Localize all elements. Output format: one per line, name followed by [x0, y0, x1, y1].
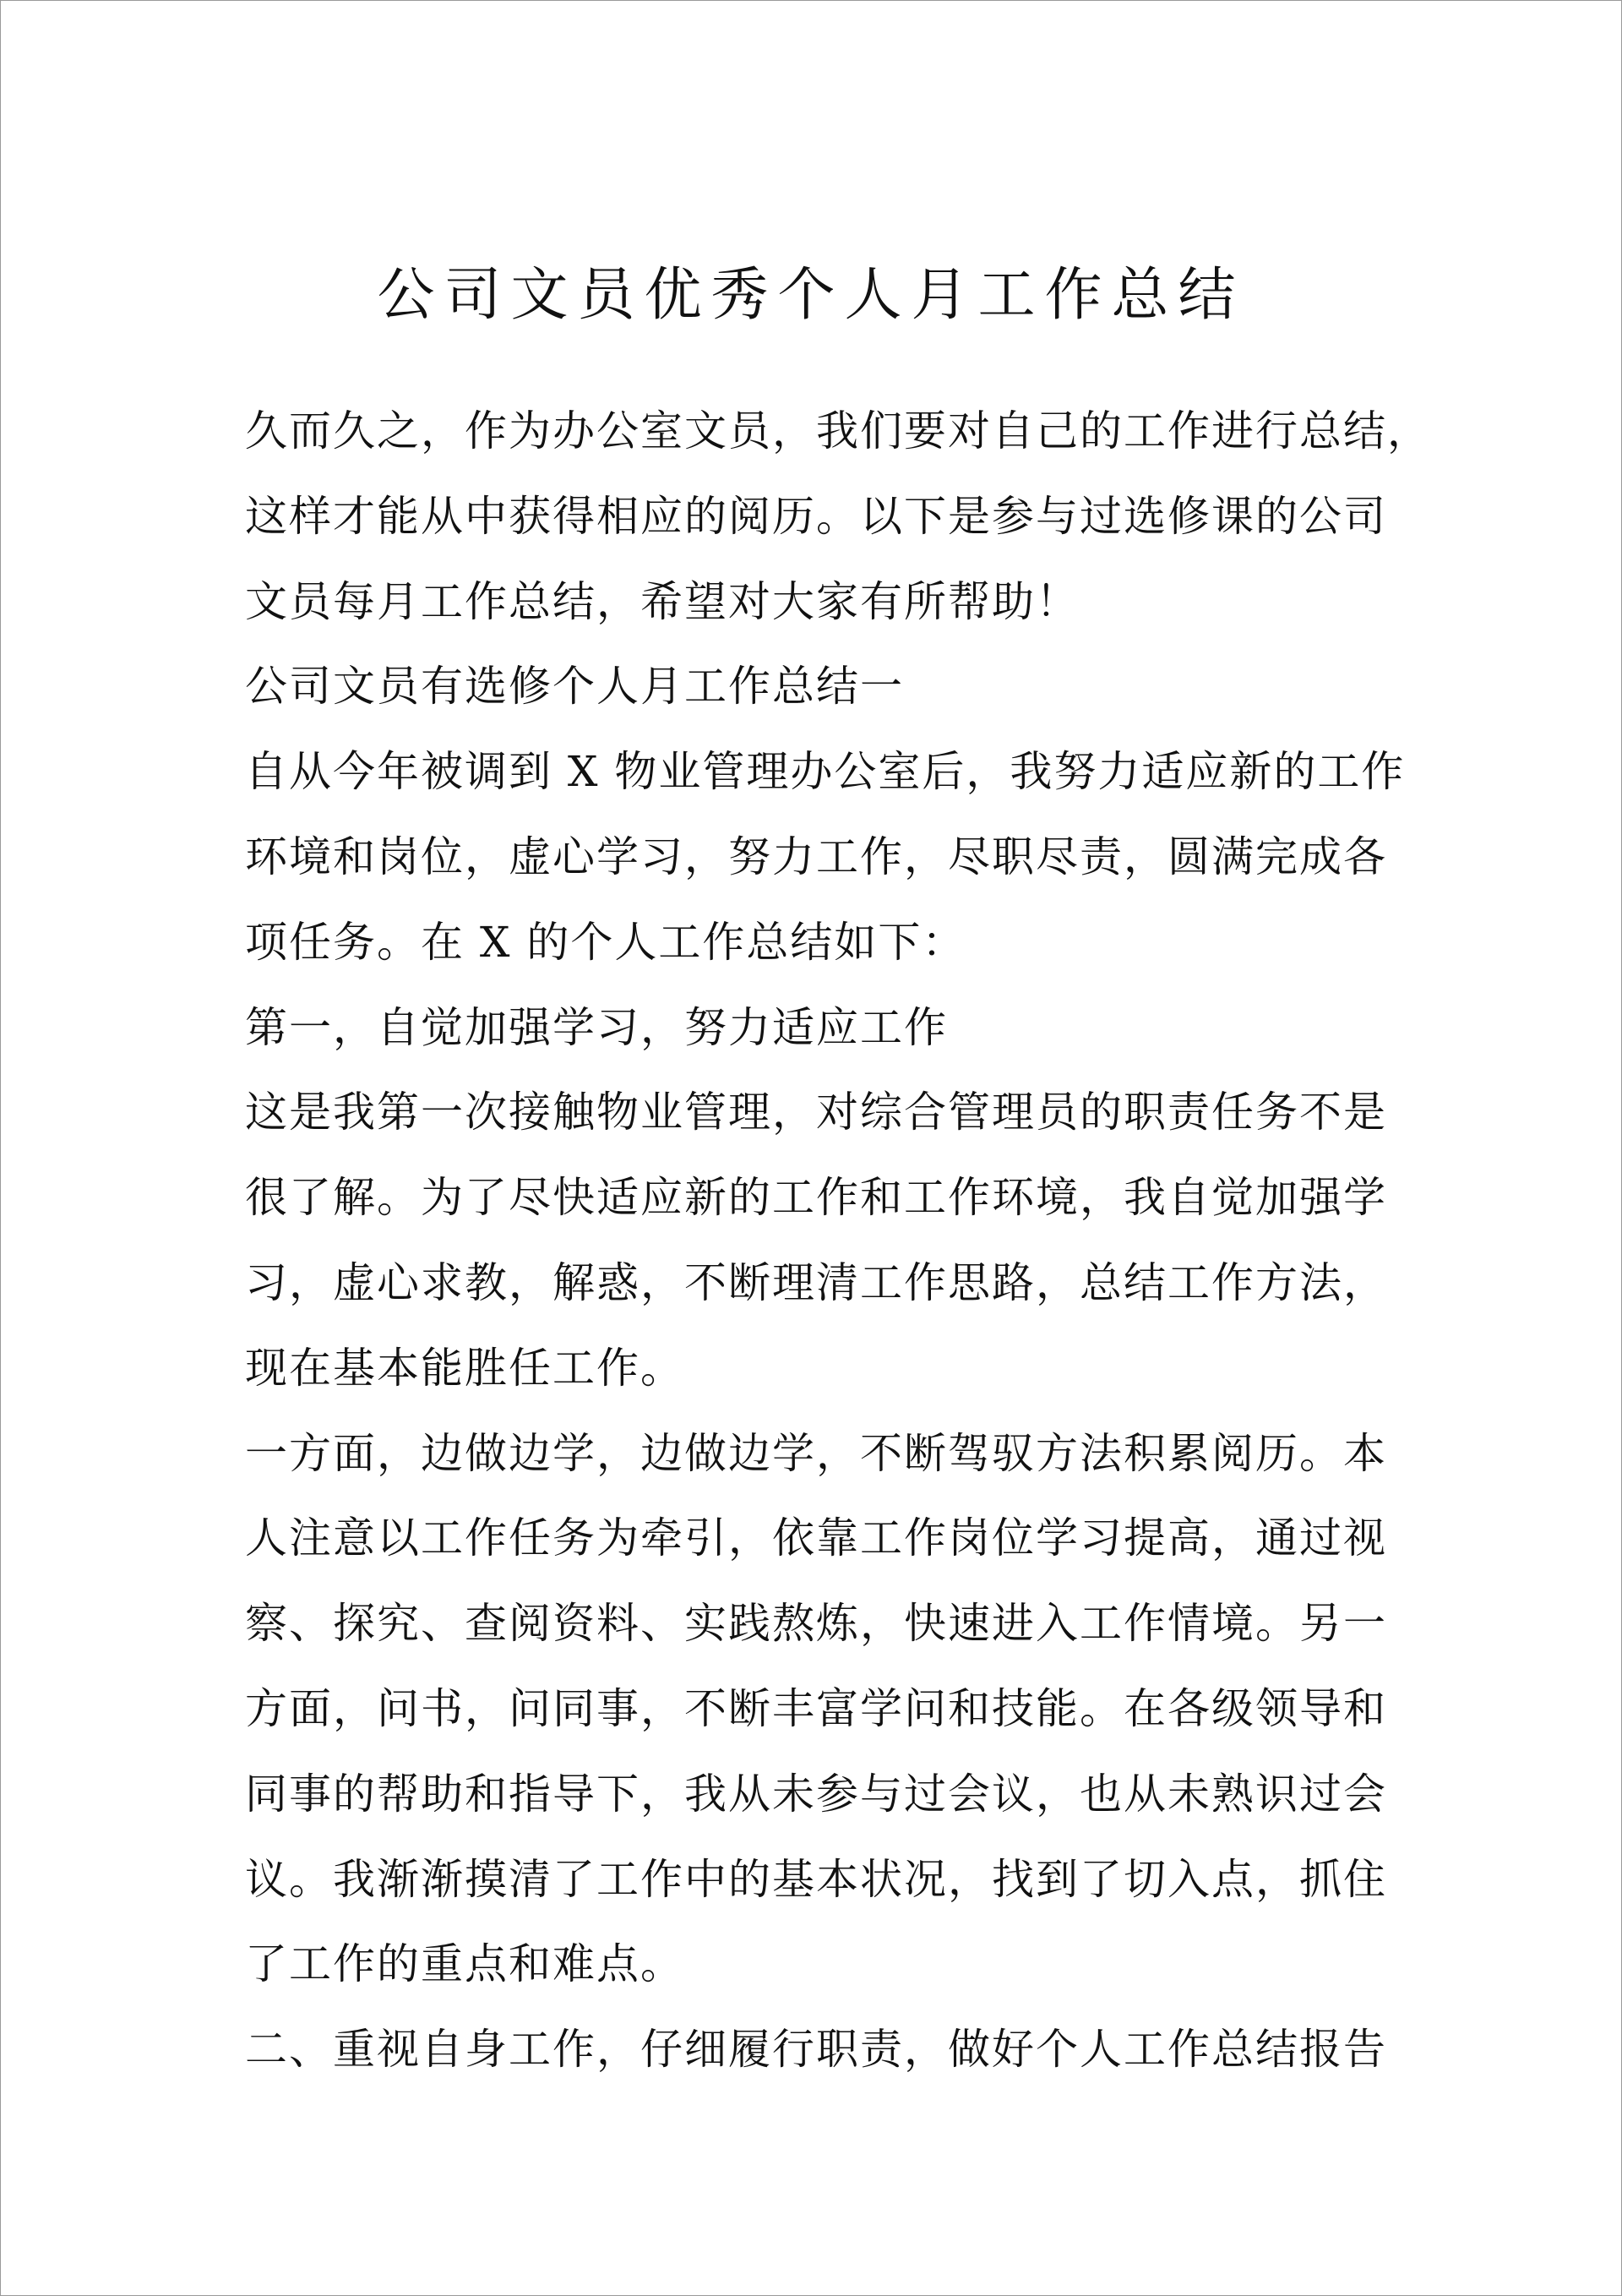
body-line: 了工作的重点和难点。 — [245, 1939, 684, 1989]
document-body — [245, 389, 1431, 2092]
body-line: 察、探究、查阅资料、实践熬炼，快速进入工作情境。另一 — [245, 1599, 1387, 1649]
body-line: 这样才能从中获得相应的阅历。以下是参与过选修课的公司 — [245, 491, 1387, 541]
body-line: 方面，问书，问同事，不断丰富学问和技能。在各级领导和 — [245, 1683, 1387, 1733]
body-line: 同事的帮助和指导下，我从未参与过会议，也从未熟识过会 — [245, 1769, 1387, 1819]
document-title: 公司文员优秀个人月工作总结 — [377, 262, 1245, 329]
body-line: 久而久之，作为办公室文员，我们要对自己的工作进行总结， — [245, 406, 1431, 455]
body-line: 这是我第一次接触物业管理，对综合管理员的职责任务不是 — [245, 1088, 1387, 1137]
body-line: 环境和岗位，虚心学习，努力工作，尽职尽责，圆满完成各 — [245, 832, 1387, 881]
section-heading: 二、重视自身工作，仔细履行职责，做好个人工作总结报告 — [245, 2025, 1387, 2075]
body-line: 习，虚心求教，解惑，不断理清工作思路，总结工作方法， — [245, 1257, 1387, 1307]
body-line: 很了解。为了尽快适应新的工作和工作环境，我自觉加强学 — [245, 1173, 1387, 1223]
section-heading: 第一，自觉加强学习，努力适应工作 — [245, 1002, 948, 1052]
body-line: 人注意以工作任务为牵引，依靠工作岗位学习提高，通过视 — [245, 1513, 1387, 1563]
body-line: 议。我渐渐摸清了工作中的基本状况，找到了切入点，抓住 — [245, 1854, 1387, 1904]
body-line: 项任务。在 X 的个人工作总结如下： — [245, 917, 966, 967]
body-line: 文员每月工作总结，希望对大家有所帮助！ — [245, 576, 1080, 626]
section-heading: 公司文员有选修个人月工作总结一 — [245, 662, 904, 712]
body-line: 自从今年被调到 X 物业管理办公室后，我努力适应新的工作 — [245, 747, 1406, 797]
body-line: 现在基本能胜任工作。 — [245, 1343, 684, 1393]
body-line: 一方面，边做边学，边做边学，不断驾驭方法积累阅历。本 — [245, 1428, 1387, 1478]
